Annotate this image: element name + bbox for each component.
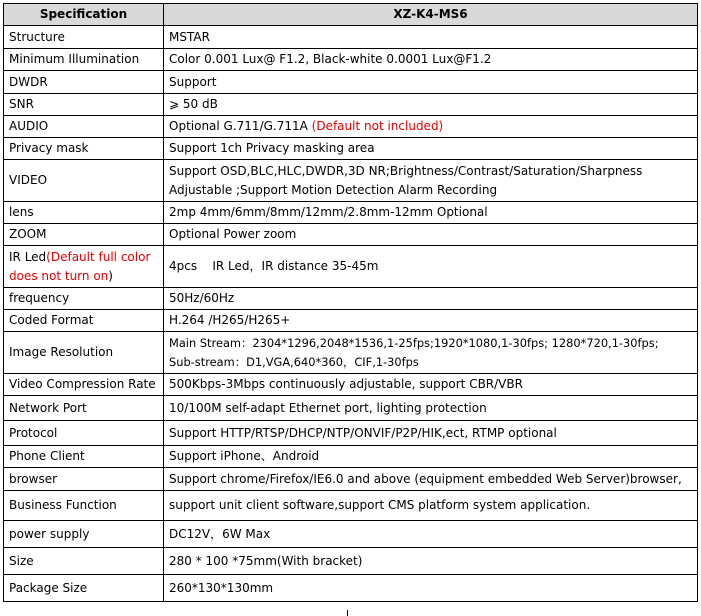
row-value-line: Adjustable ;Support Motion Detection Alarm Recording (169, 182, 498, 197)
row-value: ⩾ 50 dB (164, 94, 698, 116)
page-edge-mark (347, 610, 348, 616)
table-row (4, 575, 698, 602)
row-label: Minimum Illumination (4, 49, 164, 71)
table-row (4, 521, 698, 548)
table-row (4, 468, 698, 491)
row-label: Protocol (4, 421, 164, 446)
row-value: DC12V，6W Max (164, 521, 698, 548)
table-row (4, 49, 698, 71)
header-model: XZ-K4-MS6 (164, 4, 698, 26)
row-value-text: Optional G.711/G.711A (169, 119, 312, 133)
table-row (4, 202, 698, 224)
table-row (4, 396, 698, 421)
row-value-line: Sub-stream：D1,VGA,640*360，CIF,1-30fps (169, 354, 419, 369)
row-label: Coded Format (4, 310, 164, 332)
row-label: Structure (4, 26, 164, 49)
row-value: Support iPhone、Android (164, 446, 698, 468)
ir-note-line1: (Default full color (46, 249, 151, 264)
row-value (164, 160, 698, 202)
row-label-text: IR Led (9, 249, 47, 264)
row-value (164, 116, 698, 138)
row-value: Optional Power zoom (164, 224, 698, 246)
row-label (4, 246, 164, 288)
row-value (164, 49, 698, 71)
table-row (4, 446, 698, 468)
header-specification: Specification (4, 4, 164, 26)
row-value: Support (164, 71, 698, 94)
row-value: 50Hz/60Hz (164, 288, 698, 310)
row-label: Package Size (4, 575, 164, 602)
row-label: Video Compression Rate (4, 374, 164, 396)
table-row (4, 138, 698, 160)
table-row (4, 548, 698, 575)
row-label: Phone Client (4, 446, 164, 468)
row-label: Privacy mask (4, 138, 164, 160)
table-row (4, 71, 698, 94)
row-value: 280 * 100 *75mm(With bracket) (164, 548, 698, 575)
ir-note-line2: does not turn on (9, 268, 109, 283)
row-value: Support 1ch Privacy masking area (164, 138, 698, 160)
row-label: Size (4, 548, 164, 575)
ir-note-close: ) (108, 268, 113, 283)
row-value: Support HTTP/RTSP/DHCP/NTP/ONVIF/P2P/HIK,ect, RTMP optional (164, 421, 698, 446)
row-value (164, 332, 698, 374)
row-label: lens (4, 202, 164, 224)
table-row (4, 246, 698, 288)
row-value-line: Main Stream：2304*1296,2048*1536,1-25fps;1920*1080,1-30fps; 1280*720,1-30fps; (169, 335, 659, 350)
row-label: browser (4, 468, 164, 491)
row-label: power supply (4, 521, 164, 548)
table-header-row (4, 4, 698, 26)
row-value: H.264 /H265/H265+ (164, 310, 698, 332)
table-row (4, 288, 698, 310)
row-label: SNR (4, 94, 164, 116)
row-value: 500Kbps-3Mbps continuously adjustable, support CBR/VBR (164, 374, 698, 396)
row-label: AUDIO (4, 116, 164, 138)
table-row (4, 374, 698, 396)
row-label: VIDEO (4, 160, 164, 202)
row-value: 10/100M self-adapt Ethernet port, lighting protection (164, 396, 698, 421)
row-value: 4pcs IR Led，IR distance 35-45m (164, 246, 698, 288)
row-value: 260*130*130mm (164, 575, 698, 602)
table-row (4, 116, 698, 138)
row-value-text: Color 0.001 Lux@ F1.2, Black-white 0.0001 Lux@F1.2 (169, 52, 492, 66)
row-value: support unit client software,support CMS platform system application. (164, 491, 698, 521)
table-row (4, 310, 698, 332)
row-label: Network Port (4, 396, 164, 421)
table-row (4, 491, 698, 521)
table-row (4, 421, 698, 446)
table-row (4, 94, 698, 116)
row-label: frequency (4, 288, 164, 310)
table-row (4, 224, 698, 246)
default-note: (Default not included) (311, 119, 444, 133)
row-value: MSTAR (164, 26, 698, 49)
row-label: ZOOM (4, 224, 164, 246)
table-row (4, 26, 698, 49)
table-row (4, 160, 698, 202)
row-label: DWDR (4, 71, 164, 94)
row-label: Image Resolution (4, 332, 164, 374)
row-value: 2mp 4mm/6mm/8mm/12mm/2.8mm-12mm Optional (164, 202, 698, 224)
table-row (4, 332, 698, 374)
row-value: Support chrome/Firefox/IE6.0 and above (equipment embedded Web Server)browser, (164, 468, 698, 491)
row-label: Business Function (4, 491, 164, 521)
specification-table (3, 3, 698, 602)
row-value-line: Support OSD,BLC,HLC,DWDR,3D NR;Brightness/Contrast/Saturation/Sharpness (169, 163, 643, 178)
